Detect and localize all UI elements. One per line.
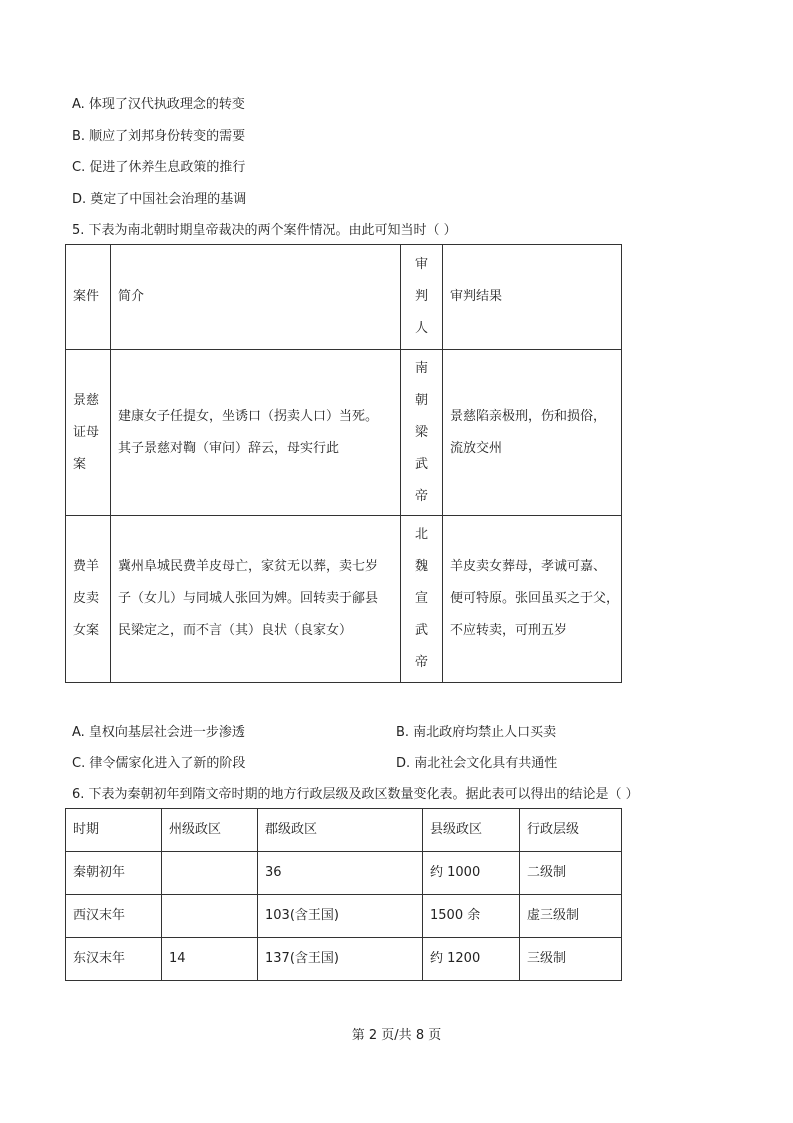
q5-stem: 5. 下表为南北朝时期皇帝裁决的两个案件情况。由此可知当时（ ） xyxy=(72,223,457,238)
case-name-line: 景慈 xyxy=(73,392,100,408)
cell-prefecture: 14 xyxy=(162,938,258,981)
cell-county: 1500 余 xyxy=(423,895,520,938)
case-intro-cell xyxy=(111,350,401,516)
case-name-line: 皮卖 xyxy=(73,591,100,606)
q5-option-b: B. 南北政府均禁止人口买卖 xyxy=(396,725,557,740)
case-intro-line: 子（女儿）与同城人张回为婢。回转卖于鄃县 xyxy=(118,591,379,606)
q6-stem: 6. 下表为秦朝初年到隋文帝时期的地方行政层级及政区数量变化表。据此表可以得出的结论是（ ） xyxy=(72,787,639,802)
header-judge-char: 人 xyxy=(414,321,428,336)
table-row xyxy=(66,852,622,895)
table-row xyxy=(66,938,622,981)
table-row xyxy=(66,895,622,938)
cell-county: 约 1200 xyxy=(423,938,520,981)
cell-levels: 虚三级制 xyxy=(520,895,622,938)
case-result-cell xyxy=(443,350,622,516)
case-name-line: 费羊 xyxy=(73,559,100,574)
q4-option-c: C. 促进了休养生息政策的推行 xyxy=(72,160,246,175)
header-levels: 行政层级 xyxy=(520,809,622,852)
cell-period: 西汉末年 xyxy=(66,895,162,938)
case-judge-char: 南 xyxy=(414,360,428,376)
case-judge-char: 宣 xyxy=(414,591,428,606)
case-result-cell xyxy=(443,516,622,683)
cell-levels: 三级制 xyxy=(520,938,622,981)
table-row xyxy=(66,516,622,683)
cell-county: 约 1000 xyxy=(423,852,520,895)
case-result-line: 不应转卖，可刑五岁 xyxy=(450,623,568,638)
case-result-line: 便可特原。张回虽买之于父， xyxy=(450,591,620,606)
page-footer: 第 2 页/共 8 页 xyxy=(351,1028,442,1043)
case-result-line: 景慈陷亲极刑，伤和损俗， xyxy=(450,408,607,424)
cell-commandery: 103(含王国) xyxy=(258,895,423,938)
cell-period: 秦朝初年 xyxy=(66,852,162,895)
q4-option-b: B. 顺应了刘邦身份转变的需要 xyxy=(72,129,246,144)
header-commandery: 郡级政区 xyxy=(258,809,423,852)
case-judge-cell xyxy=(401,516,443,683)
header-judge-char: 审 xyxy=(414,257,428,272)
header-period: 时期 xyxy=(66,809,162,852)
cell-commandery: 137(含王国) xyxy=(258,938,423,981)
table-header-row xyxy=(66,809,622,852)
header-prefecture: 州级政区 xyxy=(162,809,258,852)
case-judge-char: 梁 xyxy=(414,424,428,440)
header-county: 县级政区 xyxy=(423,809,520,852)
q6-admin-table xyxy=(65,808,622,981)
cell-prefecture xyxy=(162,895,258,938)
q4-option-a: A. 体现了汉代执政理念的转变 xyxy=(72,97,245,112)
case-judge-char: 帝 xyxy=(414,655,428,670)
q5-option-a: A. 皇权向基层社会进一步渗透 xyxy=(72,725,245,740)
header-case: 案件 xyxy=(66,245,111,350)
case-intro-line: 冀州阜城民费羊皮母亡，家贫无以葬，卖七岁 xyxy=(118,559,379,574)
case-name-line: 女案 xyxy=(73,623,100,638)
case-intro-line: 其子景慈对鞫（审问）辞云，母实行此 xyxy=(118,440,340,456)
header-result: 审判结果 xyxy=(443,245,622,350)
table-header-row xyxy=(66,245,622,350)
case-name-line: 案 xyxy=(73,456,87,472)
case-judge-char: 朝 xyxy=(414,392,428,408)
q4-option-d: D. 奠定了中国社会治理的基调 xyxy=(72,192,247,207)
case-result-line: 羊皮卖女葬母，孝诚可嘉、 xyxy=(450,559,607,574)
case-judge-char: 北 xyxy=(414,527,428,542)
header-intro: 简介 xyxy=(111,245,401,350)
case-judge-char: 武 xyxy=(414,623,428,638)
case-name-line: 证母 xyxy=(73,424,100,440)
q5-option-d: D. 南北社会文化具有共通性 xyxy=(396,756,558,771)
case-judge-char: 武 xyxy=(414,456,428,472)
case-name-cell xyxy=(66,516,111,683)
q5-option-c: C. 律令儒家化进入了新的阶段 xyxy=(72,756,246,771)
case-intro-line: 民梁定之，而不言（其）良状（良家女） xyxy=(118,623,353,638)
case-intro-line: 建康女子任提女，坐诱口（拐卖人口）当死。 xyxy=(118,408,379,424)
header-judge-char: 判 xyxy=(414,289,428,304)
cell-prefecture xyxy=(162,852,258,895)
case-judge-char: 帝 xyxy=(414,488,428,504)
case-name-cell xyxy=(66,350,111,516)
case-intro-cell xyxy=(111,516,401,683)
case-judge-cell xyxy=(401,350,443,516)
case-result-line: 流放交州 xyxy=(450,440,503,456)
q5-case-table xyxy=(65,244,622,683)
cell-period: 东汉末年 xyxy=(66,938,162,981)
header-judge xyxy=(401,245,443,350)
cell-levels: 二级制 xyxy=(520,852,622,895)
cell-commandery: 36 xyxy=(258,852,423,895)
table-row xyxy=(66,350,622,516)
case-judge-char: 魏 xyxy=(414,559,428,574)
